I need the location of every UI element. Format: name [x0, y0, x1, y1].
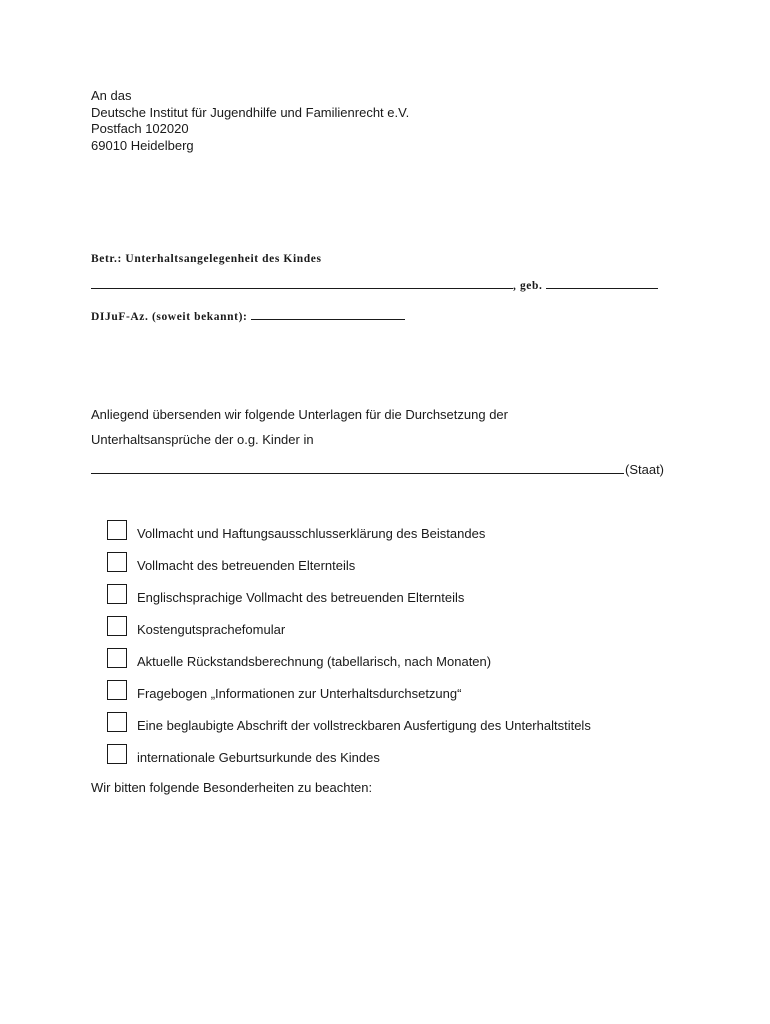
checkbox[interactable] [107, 520, 127, 540]
checklist-item-label: internationale Geburtsurkunde des Kindes [137, 750, 380, 765]
state-field[interactable] [91, 460, 624, 474]
child-name-field[interactable] [91, 279, 513, 289]
birth-date-field[interactable] [546, 279, 658, 289]
reference-label: DIJuF-Az. (soweit bekannt): [91, 311, 248, 323]
checklist-item-label: Englischsprachige Vollmacht des betreuenden Elternteils [137, 590, 465, 605]
checklist-item-label: Eine beglaubigte Abschrift der vollstreckbaren Ausfertigung des Unterhaltstitels [137, 718, 591, 733]
state-label: (Staat) [625, 462, 665, 477]
checklist-item [107, 616, 591, 648]
checklist-item [107, 712, 591, 744]
recipient-line-2: Deutsche Institut für Jugendhilfe und Familienrecht e.V. [91, 104, 410, 120]
checklist-item-label: Kostengutsprachefomular [137, 622, 286, 637]
document-checklist [107, 520, 591, 776]
checklist-item [107, 680, 591, 712]
checklist-item [107, 744, 591, 776]
recipient-line-3: Postfach 102020 [91, 121, 189, 136]
checkbox[interactable] [107, 712, 127, 732]
state-line [91, 460, 664, 477]
checklist-item [107, 584, 591, 616]
child-name-line [91, 279, 658, 292]
checklist-item [107, 520, 591, 552]
subject-line: Betr.: Unterhaltsangelegenheit des Kindes [91, 253, 322, 265]
checklist-item-label: Vollmacht des betreuenden Elternteils [137, 558, 356, 573]
checkbox[interactable] [107, 744, 127, 764]
recipient-line-4: 69010 Heidelberg [91, 137, 194, 153]
checkbox[interactable] [107, 552, 127, 572]
recipient-line-1: An das [91, 88, 132, 103]
intro-line-1: Anliegend übersenden wir folgende Unterlagen für die Durchsetzung der [91, 407, 508, 422]
checklist-item-label: Fragebogen „Informationen zur Unterhaltsdurchsetzung“ [137, 686, 462, 701]
checkbox[interactable] [107, 584, 127, 604]
checklist-item-label: Aktuelle Rückstandsberechnung (tabellarisch, nach Monaten) [137, 654, 492, 669]
checklist-item-label: Vollmacht und Haftungsausschlusserklärung des Beistandes [137, 526, 486, 541]
recipient-address [91, 88, 409, 154]
notes-label: Wir bitten folgende Besonderheiten zu beachten: [91, 780, 373, 795]
checkbox[interactable] [107, 616, 127, 636]
intro-text [91, 402, 508, 452]
checklist-item [107, 552, 591, 584]
reference-number-field[interactable] [251, 310, 405, 320]
reference-line [91, 310, 405, 323]
checkbox[interactable] [107, 648, 127, 668]
intro-line-2: Unterhaltsansprüche der o.g. Kinder in [91, 432, 314, 447]
born-label: , geb. [513, 280, 543, 292]
checkbox[interactable] [107, 680, 127, 700]
checklist-item [107, 648, 591, 680]
